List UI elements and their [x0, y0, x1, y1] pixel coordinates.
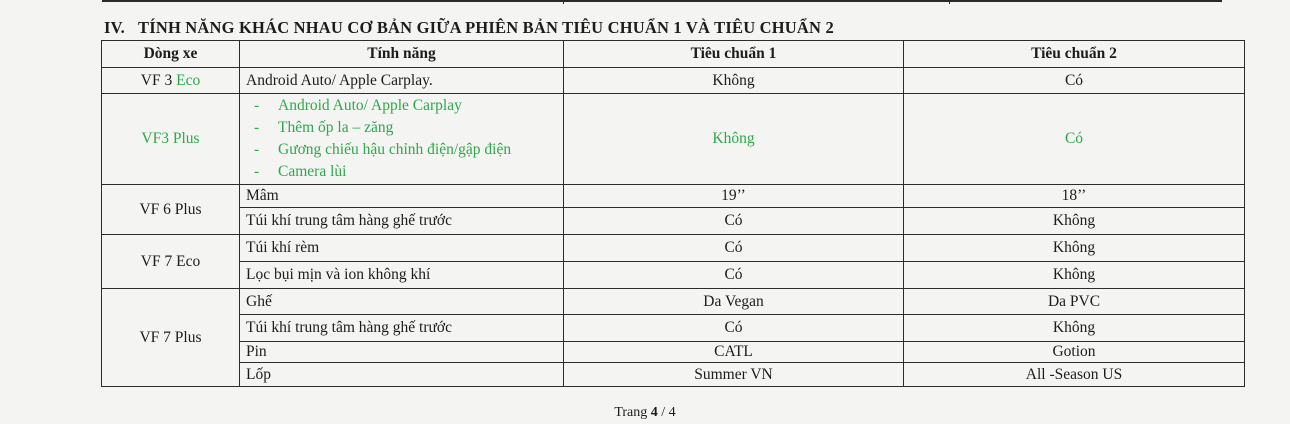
comparison-table [101, 40, 1245, 387]
std2-cell: Có [904, 68, 1245, 94]
feature-text: Android Auto/ Apple Carplay [278, 97, 462, 114]
list-item [246, 161, 557, 183]
table-row [102, 235, 1245, 262]
dash-bullet: - [254, 141, 260, 158]
dash-bullet: - [254, 97, 260, 114]
feature-cell: Lốp [240, 363, 564, 387]
std2-cell: Không [904, 315, 1245, 342]
model-cell: VF 7 Eco [102, 235, 240, 289]
table-row [102, 68, 1245, 94]
header-std2: Tiêu chuẩn 2 [904, 41, 1245, 68]
feature-text: Camera lùi [278, 163, 347, 180]
page-total: 4 [668, 405, 676, 420]
feature-cell: Pin [240, 342, 564, 363]
page-number [0, 405, 1290, 421]
model-cell: VF 6 Plus [102, 185, 240, 235]
model-cell: VF 7 Plus [102, 289, 240, 387]
std2-cell: All -Season US [904, 363, 1245, 387]
feature-cell: Ghế [240, 289, 564, 315]
std2-cell: Không [904, 235, 1245, 262]
top-rule-tick [949, 0, 950, 4]
feature-list [246, 95, 557, 183]
std2-cell: Không [904, 262, 1245, 289]
header-model: Dòng xe [102, 41, 240, 68]
table-row [102, 208, 1245, 235]
list-item [246, 117, 557, 139]
list-item [246, 139, 557, 161]
std1-cell: Có [564, 262, 904, 289]
top-rule-tick [563, 0, 564, 4]
feature-cell: Mâm [240, 185, 564, 208]
table-row [102, 363, 1245, 387]
std2-cell: Gotion [904, 342, 1245, 363]
top-rule [102, 0, 1222, 2]
table-header-row [102, 41, 1245, 68]
std1-cell: Không [564, 68, 904, 94]
feature-cell: Android Auto/ Apple Carplay. [240, 68, 564, 94]
model-cell [102, 68, 240, 94]
list-item [246, 95, 557, 117]
table-row [102, 342, 1245, 363]
std1-cell: Không [564, 94, 904, 185]
std2-cell: Da PVC [904, 289, 1245, 315]
feature-cell: Túi khí trung tâm hàng ghế trước [240, 315, 564, 342]
std2-cell: Có [904, 94, 1245, 185]
std1-cell: Da Vegan [564, 289, 904, 315]
page-separator: / [657, 405, 669, 420]
dash-bullet: - [254, 163, 260, 180]
feature-cell: Túi khí trung tâm hàng ghế trước [240, 208, 564, 235]
feature-text: Thêm ốp la – zăng [278, 119, 394, 136]
page-label: Trang [614, 405, 651, 420]
dash-bullet: - [254, 119, 260, 136]
feature-cell [240, 94, 564, 185]
table-row [102, 94, 1245, 185]
section-heading [104, 18, 834, 38]
std1-cell: Summer VN [564, 363, 904, 387]
model-name: VF 3 [140, 71, 177, 89]
feature-text: Gương chiếu hậu chỉnh điện/gập điện [278, 141, 512, 158]
table-row [102, 262, 1245, 289]
section-title: TÍNH NĂNG KHÁC NHAU CƠ BẢN GIỮA PHIÊN BẢN TIÊU CHUẨN 1 VÀ TIÊU CHUẨN 2 [138, 18, 834, 37]
header-feature: Tính năng [240, 41, 564, 68]
std1-cell: CATL [564, 342, 904, 363]
std1-cell: Có [564, 208, 904, 235]
feature-cell: Túi khí rèm [240, 235, 564, 262]
header-std1: Tiêu chuẩn 1 [564, 41, 904, 68]
section-number: IV. [104, 18, 125, 37]
table-row [102, 289, 1245, 315]
model-cell: VF3 Plus [102, 94, 240, 185]
feature-cell: Lọc bụi mịn và ion không khí [240, 262, 564, 289]
model-trim: Eco [176, 71, 201, 89]
page-current: 4 [650, 405, 658, 420]
table-row [102, 185, 1245, 208]
std1-cell: Có [564, 315, 904, 342]
std1-cell: Có [564, 235, 904, 262]
std1-cell: 19’’ [564, 185, 904, 208]
std2-cell: 18’’ [904, 185, 1245, 208]
table-row [102, 315, 1245, 342]
std2-cell: Không [904, 208, 1245, 235]
